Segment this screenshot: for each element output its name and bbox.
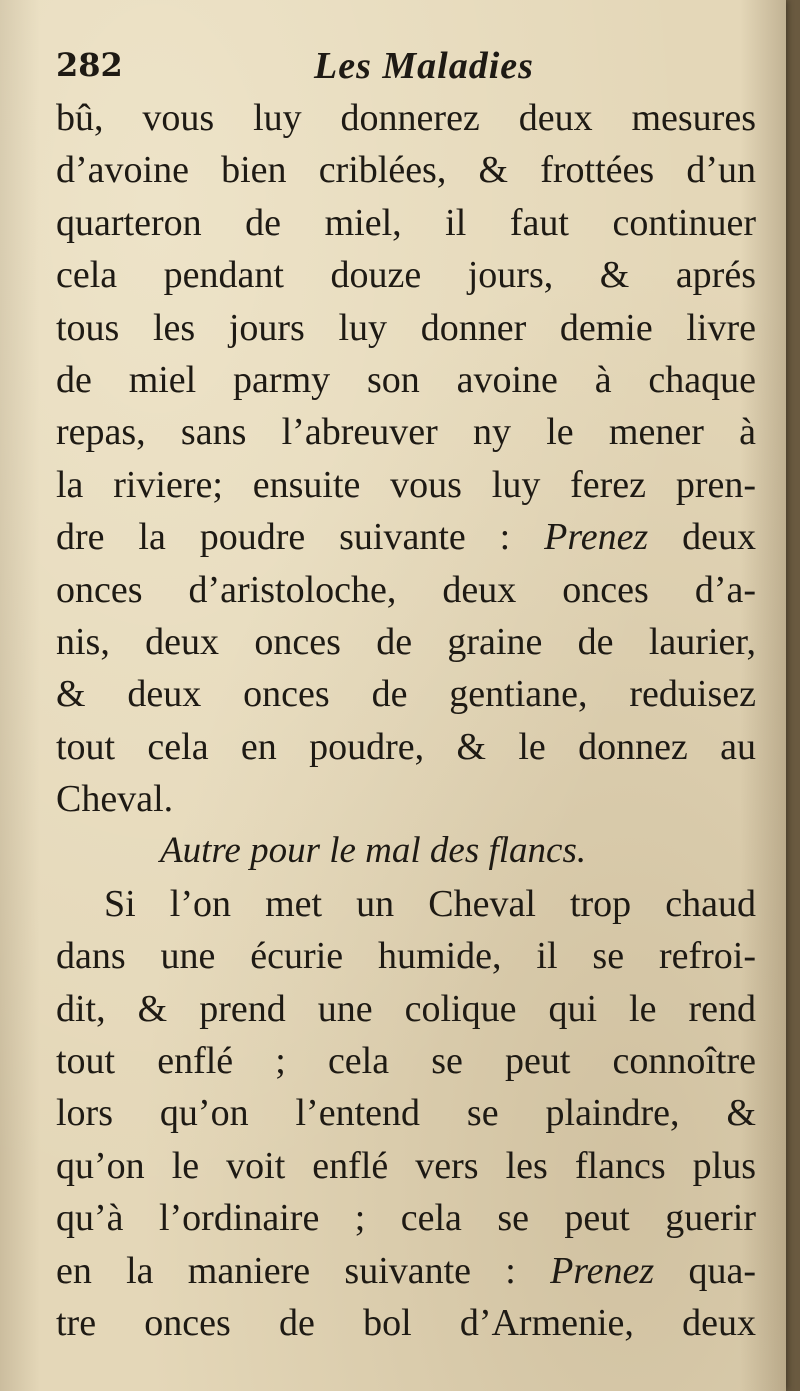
text-run: la riviere; ensuite vous luy ferez pren- bbox=[56, 463, 756, 506]
text-run: quarteron de miel, il faut continuer bbox=[56, 201, 756, 244]
text-run: & deux onces de gentiane, reduisez bbox=[56, 673, 756, 716]
text-run: lors qu’on l’entend se plaindre, & bbox=[56, 1092, 756, 1135]
body-text bbox=[56, 92, 756, 1349]
text-run: dans une écurie humide, il se refroi- bbox=[56, 935, 756, 978]
text-line bbox=[56, 773, 756, 825]
text-run: cela pendant douze jours, & aprés bbox=[56, 254, 756, 297]
text-run: tout enflé ; cela se peut connoître bbox=[56, 1040, 756, 1083]
text-run: onces d’aristoloche, deux onces d’a- bbox=[56, 568, 756, 611]
text-run: qua- bbox=[654, 1249, 756, 1292]
text-run: tre onces de bol d’Armenie, deux bbox=[56, 1301, 756, 1344]
text-run: d’avoine bien criblées, & frottées d’un bbox=[56, 149, 756, 192]
text-run: Autre pour le mal des flancs. bbox=[160, 830, 587, 872]
text-line bbox=[56, 511, 756, 563]
text-run: qu’à l’ordinaire ; cela se peut guerir bbox=[56, 1197, 756, 1240]
page-number: 282 bbox=[56, 46, 123, 84]
text-line bbox=[56, 197, 756, 249]
section-heading bbox=[56, 825, 756, 877]
text-run: en la maniere suivante : bbox=[56, 1249, 551, 1292]
text-line bbox=[56, 354, 756, 406]
text-run: dit, & prend une colique qui le rend bbox=[56, 987, 756, 1030]
text-run: tous les jours luy donner demie livre bbox=[56, 306, 756, 349]
text-line bbox=[56, 721, 756, 773]
text-run: repas, sans l’abreuver ny le mener à bbox=[56, 411, 756, 454]
text-line bbox=[56, 1192, 756, 1244]
text-line bbox=[56, 1087, 756, 1139]
text-run: dre la poudre suivante : bbox=[56, 516, 545, 559]
text-line bbox=[56, 92, 756, 144]
text-run: qu’on le voit enflé vers les flancs plus bbox=[56, 1144, 756, 1187]
text-line bbox=[56, 1297, 756, 1349]
text-run: deux bbox=[648, 516, 756, 559]
text-line bbox=[56, 930, 756, 982]
text-run: bû, vous luy donnerez deux mesures bbox=[56, 97, 756, 139]
text-line bbox=[56, 302, 756, 354]
text-line bbox=[56, 616, 756, 668]
text-run: Si l’on met un Cheval trop chaud bbox=[104, 882, 756, 925]
text-line bbox=[56, 564, 756, 616]
text-run: tout cela en poudre, & le donnez au bbox=[56, 725, 756, 768]
text-line bbox=[56, 1245, 756, 1297]
text-line bbox=[56, 1035, 756, 1087]
text-line bbox=[56, 144, 756, 196]
page-header bbox=[56, 40, 746, 90]
text-line bbox=[56, 459, 756, 511]
text-line bbox=[56, 668, 756, 720]
text-line bbox=[56, 406, 756, 458]
text-line bbox=[56, 983, 756, 1035]
italic-word: Prenez bbox=[550, 1249, 655, 1292]
text-line bbox=[56, 878, 756, 930]
text-run: nis, deux onces de graine de laurier, bbox=[56, 620, 756, 663]
italic-word: Prenez bbox=[544, 516, 649, 559]
text-run: de miel parmy son avoine à chaque bbox=[56, 358, 756, 401]
text-run: Cheval. bbox=[56, 778, 174, 821]
text-line bbox=[56, 1140, 756, 1192]
text-line bbox=[56, 249, 756, 301]
running-title: Les Maladies bbox=[314, 45, 534, 87]
